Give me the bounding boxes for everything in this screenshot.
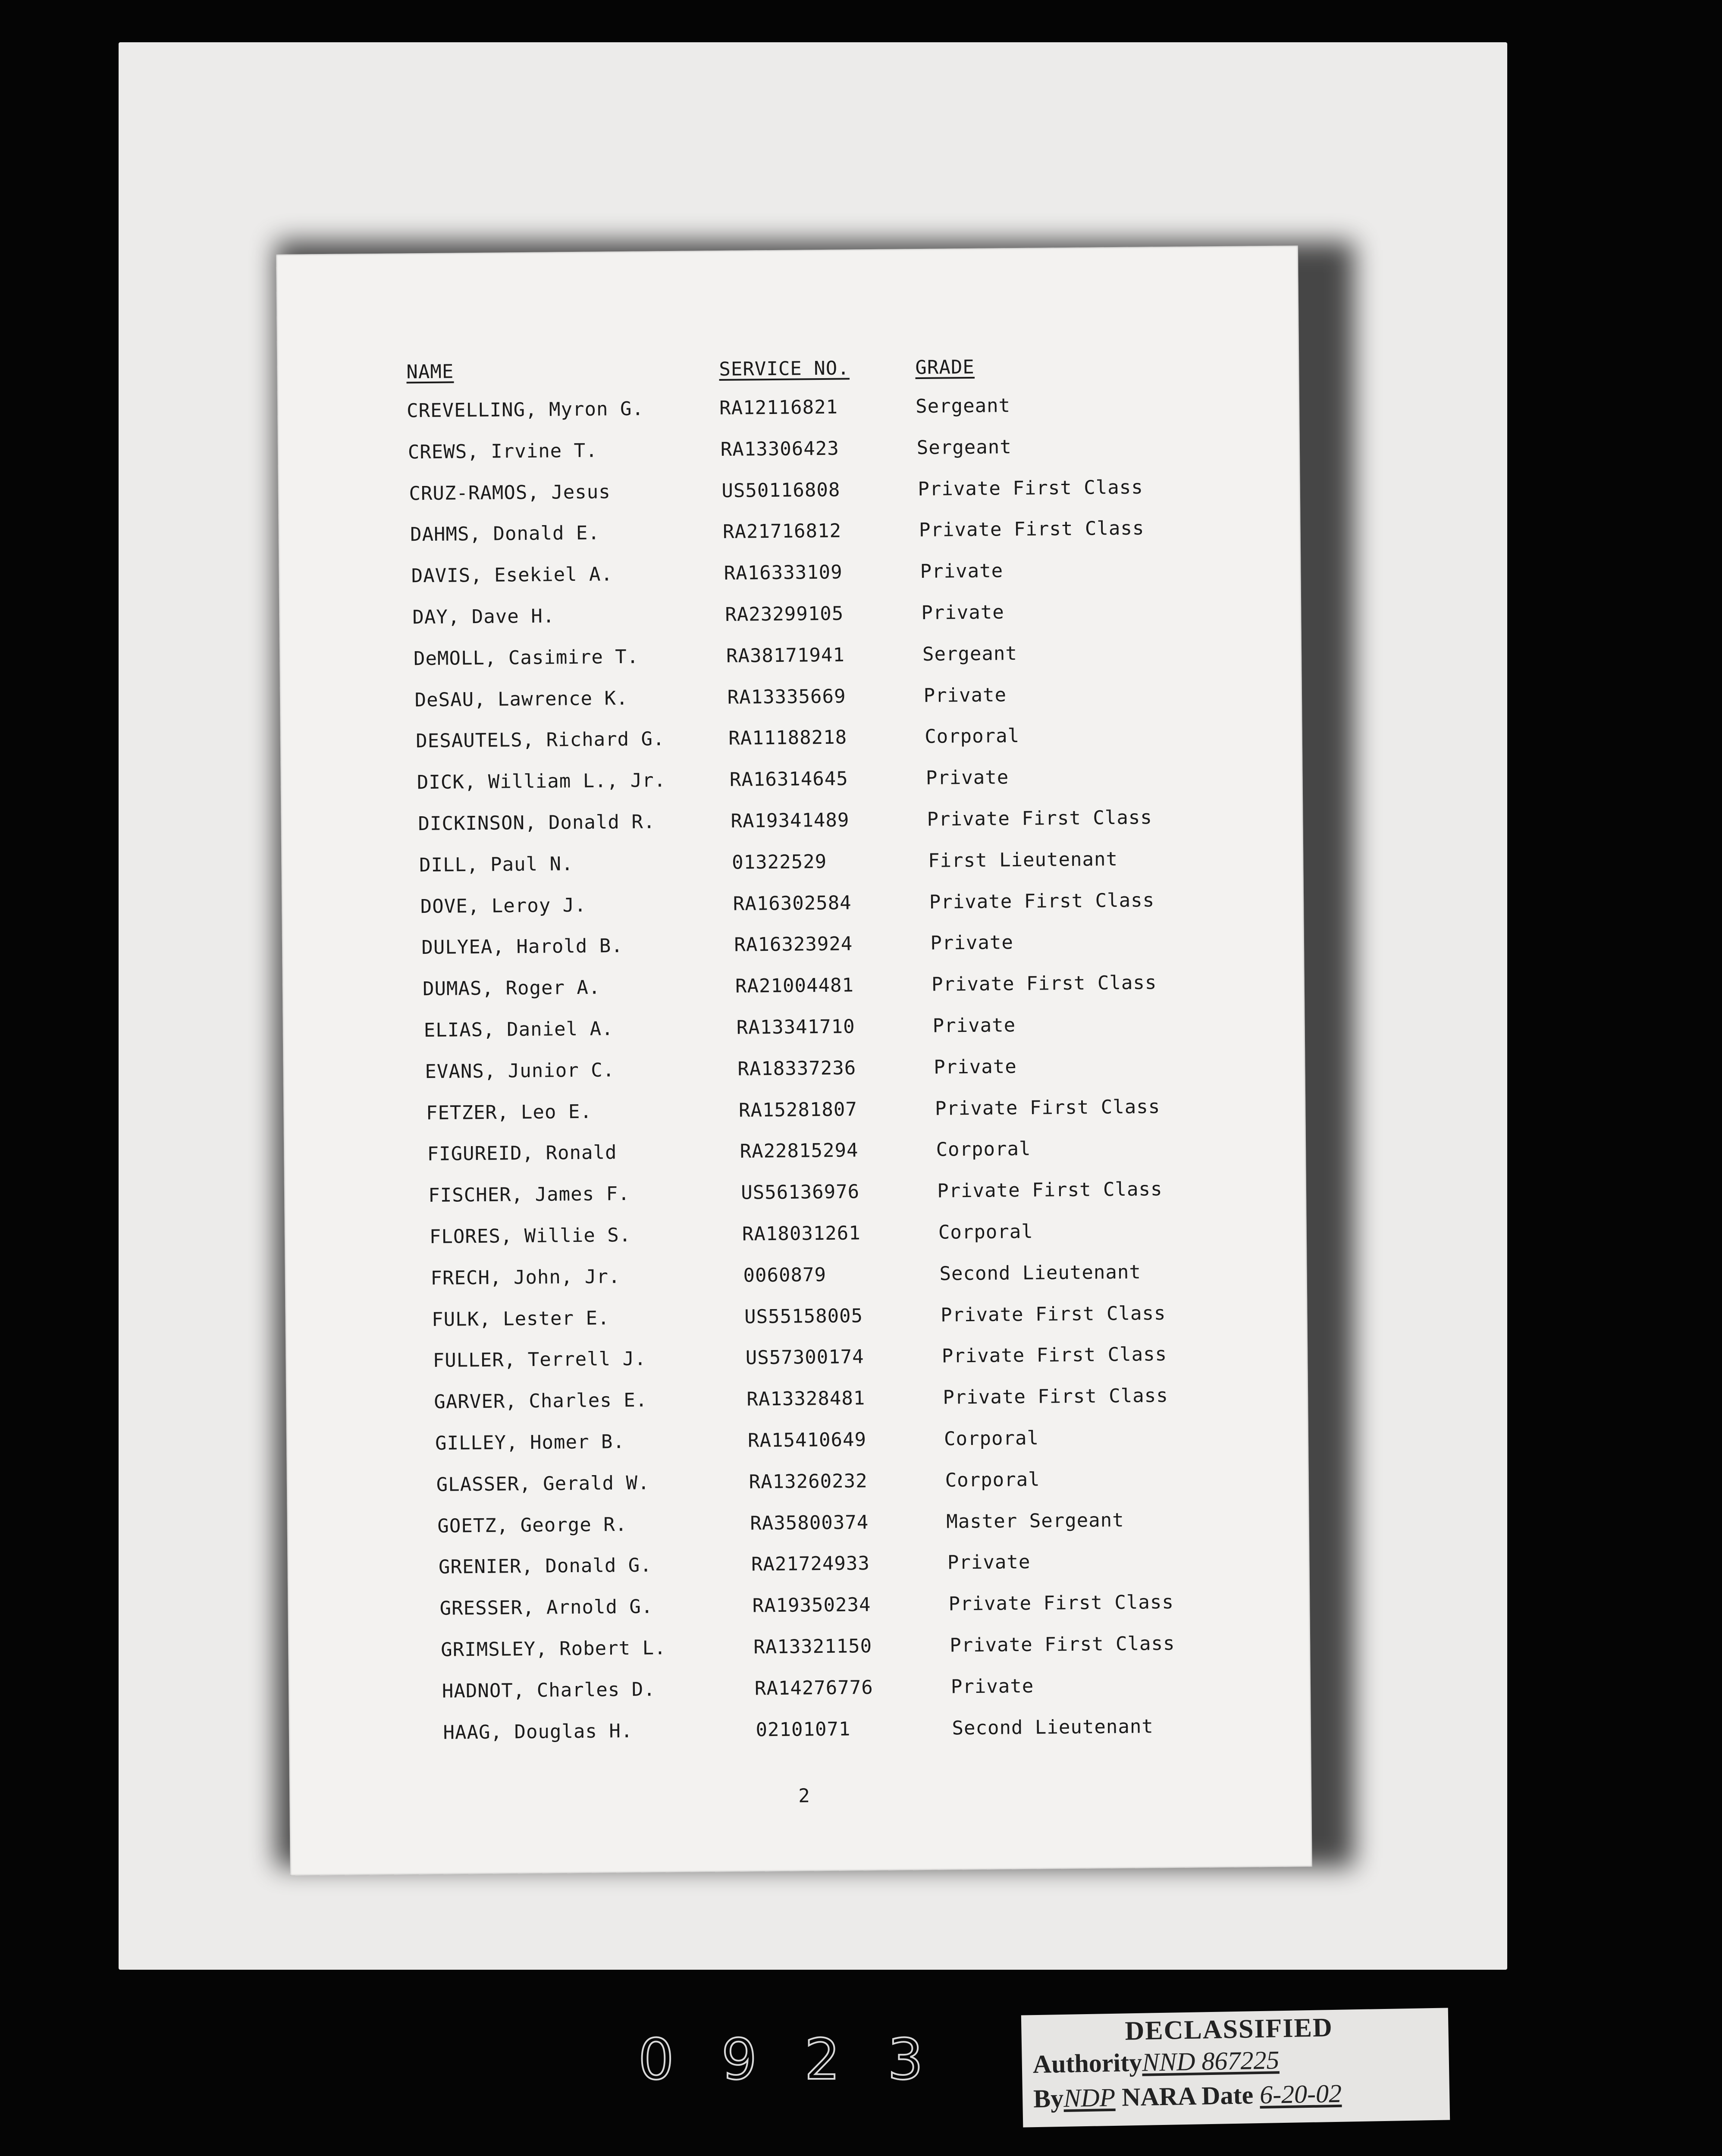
table-row [442,1673,1283,1715]
table-row [421,929,1263,971]
table-row [436,1467,1277,1508]
table-row [412,599,1254,641]
service-no-cell: RA11188218 [728,726,847,750]
service-no-cell: 02101071 [756,1718,851,1741]
stamp-date-line [1033,2079,1342,2114]
service-no-cell: RA21724933 [751,1552,870,1576]
grade-cell: Private First Class [927,806,1153,830]
table-row [425,1053,1266,1095]
service-no-cell: RA21004481 [735,974,854,997]
name-cell: FULLER, Terrell J. [433,1348,646,1372]
name-cell: FRECH, John, Jr. [430,1265,621,1289]
service-no-cell: RA16333109 [724,561,843,585]
table-row [434,1384,1275,1426]
table-row [439,1590,1281,1632]
grade-cell: Second Lieutenant [952,1715,1154,1739]
name-cell: FLORES, Willie S. [429,1224,631,1248]
table-row [409,475,1250,517]
name-cell: DESAUTELS, Richard G. [416,728,665,752]
service-no-cell: RA15410649 [747,1429,867,1452]
stamp-authority-line [1032,2045,1280,2079]
service-no-cell: RA13321150 [753,1635,872,1658]
service-no-cell: RA13306423 [720,437,839,461]
name-cell: FULK, Lester E. [431,1307,610,1331]
name-cell: FIGUREID, Ronald [427,1141,617,1166]
grade-cell: Private First Class [940,1302,1166,1326]
grade-cell: Private [950,1675,1034,1698]
name-cell: DULYEA, Harold B. [421,935,623,959]
service-no-cell: US56136976 [740,1181,860,1204]
grade-cell: Private First Class [931,971,1157,996]
table-row [414,640,1255,682]
grade-cell: Second Lieutenant [939,1261,1142,1285]
stamp-by-value: NDP [1063,2083,1116,2112]
table-row [408,434,1249,476]
table-row [439,1549,1280,1591]
table-row [430,1260,1272,1302]
table-row [411,558,1252,599]
stamp-date-value: 6-20-02 [1259,2079,1342,2109]
grade-cell: Corporal [944,1427,1039,1450]
service-no-cell: RA13341710 [736,1015,855,1039]
service-no-cell: RA12116821 [719,396,838,420]
name-cell: DUMAS, Roger A. [422,976,601,1000]
name-cell: GRESSER, Arnold G. [439,1595,653,1620]
header-service-no: SERVICE NO. [719,357,850,381]
grade-cell: Private [925,766,1009,790]
grade-cell: Private First Class [948,1591,1174,1615]
stamp-title: DECLASSIFIED [1124,2013,1333,2046]
grade-cell: Private [932,1014,1016,1037]
grade-cell: Private First Class [919,517,1145,542]
service-no-cell: RA18031261 [742,1222,861,1245]
name-cell: DeSAU, Lawrence K. [414,687,628,711]
grade-cell: Private [947,1551,1031,1574]
grade-cell: First Lieutenant [928,848,1118,872]
name-cell: GOETZ, George R. [437,1513,627,1537]
service-no-cell: RA35800374 [750,1511,869,1535]
service-no-cell: RA16323924 [734,933,853,956]
service-no-cell: RA19350234 [752,1594,871,1617]
service-no-cell: RA21716812 [722,520,842,543]
service-no-cell: RA18337236 [737,1057,856,1080]
service-no-cell: RA22815294 [740,1139,859,1163]
frame-number: 0923 [638,2027,971,2092]
name-cell: HAAG, Douglas H. [443,1720,633,1744]
name-cell: DeMOLL, Casimire T. [413,646,639,670]
table-row [410,517,1252,558]
name-cell: EVANS, Junior C. [425,1059,615,1083]
grade-cell: Corporal [936,1138,1031,1161]
grade-cell: Sergeant [916,436,1012,459]
name-cell: CREVELLING, Myron G. [406,398,644,422]
page-number: 2 [798,1785,810,1807]
table-row [423,971,1264,1012]
grade-cell: Sergeant [915,395,1011,418]
name-cell: DILL, Paul N. [419,852,574,876]
header-name: NAME [406,360,454,383]
grade-cell: Corporal [924,725,1020,748]
service-no-cell: RA13260232 [749,1470,868,1493]
grade-cell: Private First Class [937,1178,1163,1202]
grade-cell: Private First Class [918,476,1143,500]
service-no-cell: RA14276776 [754,1676,873,1700]
grade-cell: Private [920,560,1004,583]
table-row [418,805,1259,847]
table-row [426,1095,1267,1137]
table-row [428,1177,1270,1219]
stamp-authority-label: Authority [1032,2048,1142,2079]
table-row [419,847,1261,889]
grade-cell: Private First Class [941,1343,1167,1368]
service-no-cell: 0060879 [743,1263,827,1287]
stamp-authority-value: NND 867225 [1142,2046,1280,2077]
name-cell: FISCHER, James F. [428,1183,630,1207]
name-cell: GARVER, Charles E. [434,1389,648,1413]
name-cell: DICK, William L., Jr. [417,769,666,794]
grade-cell: Private [921,601,1004,624]
table-row [432,1301,1273,1343]
table-row [435,1425,1277,1467]
name-cell: GRIMSLEY, Robert L. [441,1637,666,1661]
table-row [423,1012,1265,1054]
document-page [276,245,1312,1876]
grade-cell: Corporal [945,1468,1040,1492]
name-cell: CRUZ-RAMOS, Jesus [409,480,611,505]
name-cell: DAY, Dave H. [412,605,555,629]
name-cell: DAHMS, Donald E. [410,522,600,546]
table-row [427,1136,1268,1178]
name-cell: FETZER, Leo E. [426,1100,593,1124]
name-cell: HADNOT, Charles D. [442,1678,656,1702]
grade-cell: Private First Class [935,1095,1161,1120]
header-grade: GRADE [915,356,975,379]
name-cell: DAVIS, Esekiel A. [411,563,613,587]
name-cell: GLASSER, Gerald W. [436,1472,650,1496]
name-cell: DOVE, Leroy J. [420,894,587,918]
grade-cell: Private First Class [929,889,1155,913]
name-cell: ELIAS, Daniel A. [423,1018,614,1042]
table-row [420,888,1262,930]
table-row [417,764,1258,806]
grade-cell: Private [923,683,1007,707]
service-no-cell: RA15281807 [738,1098,858,1122]
grade-cell: Corporal [938,1220,1033,1244]
declassified-stamp [1021,2008,1450,2127]
stamp-nara-label: NARA Date [1121,2081,1254,2112]
table-row [414,682,1256,724]
grade-cell: Private [930,931,1014,955]
grade-cell: Master Sergeant [946,1509,1124,1533]
table-row [430,1219,1271,1260]
service-no-cell: RA38171941 [726,644,845,667]
table-row [416,723,1257,765]
service-no-cell: RA23299105 [725,602,844,626]
grade-cell: Private [934,1055,1017,1078]
name-cell: GRENIER, Donald G. [438,1554,652,1579]
table-row [407,392,1248,434]
service-no-cell: RA19341489 [731,809,850,832]
service-no-cell: RA16314645 [729,768,848,791]
service-no-cell: RA13328481 [747,1387,866,1410]
service-no-cell: US57300174 [745,1346,864,1369]
grade-cell: Sergeant [922,642,1018,665]
column-headers [406,354,1248,395]
service-no-cell: RA16302584 [733,892,852,915]
service-no-cell: US55158005 [744,1304,863,1328]
grade-cell: Private First Class [943,1385,1168,1409]
table-row [437,1507,1279,1549]
service-no-cell: 01322529 [731,850,827,874]
service-no-cell: RA13335669 [727,685,846,708]
service-no-cell: US50116808 [721,479,841,502]
grade-cell: Private First Class [949,1632,1175,1657]
name-cell: DICKINSON, Donald R. [418,811,656,835]
name-cell: GILLEY, Homer B. [435,1431,625,1454]
table-row [441,1632,1282,1673]
stamp-by-label: By [1033,2084,1064,2113]
name-cell: CREWS, Irvine T. [408,439,598,464]
table-row [443,1714,1284,1756]
table-row [433,1342,1274,1384]
